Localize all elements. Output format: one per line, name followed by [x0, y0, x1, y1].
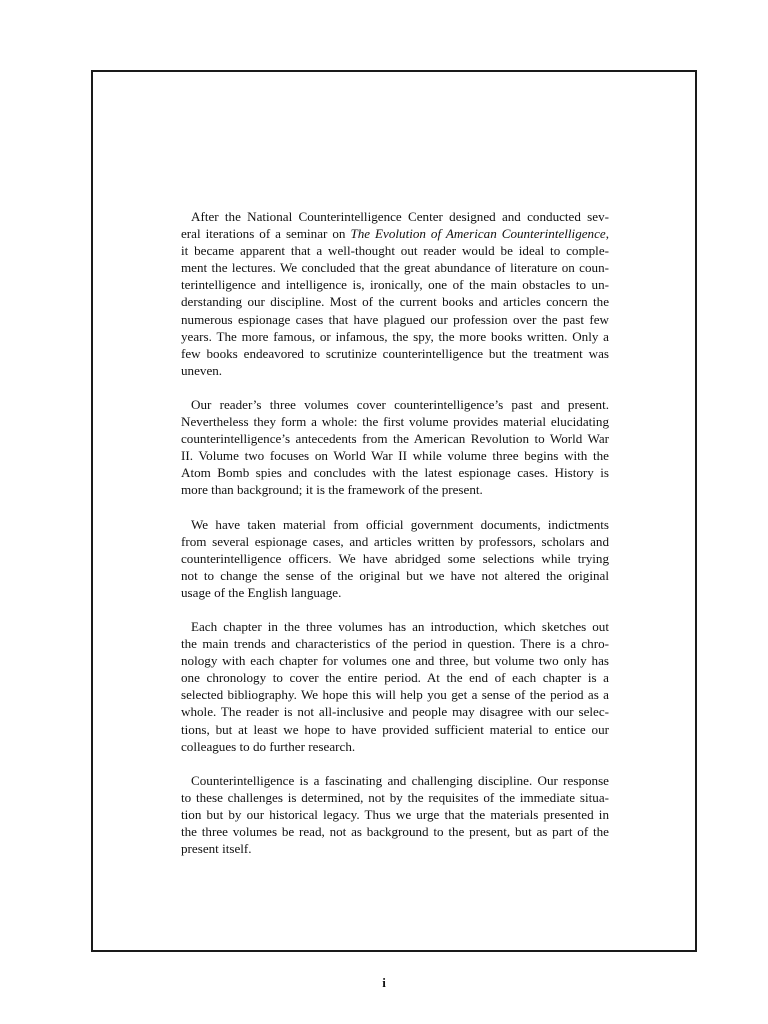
text-line: derstanding our discipline. Most of the current books and articles concern the — [181, 294, 609, 310]
text-line: usage of the English language. — [181, 584, 342, 600]
paragraph-3 — [181, 516, 609, 601]
text-line: selected bibliography. We hope this will help you get a sense of the period as a — [181, 687, 609, 703]
text-line: II. Volume two focuses on World War II while volume three begins with the — [181, 448, 609, 464]
paragraph-4 — [181, 618, 609, 755]
text-line: Each chapter in the three volumes has an introduction, which sketches out — [191, 618, 609, 634]
text-line: Nevertheless they form a whole: the first volume provides material elucidating — [181, 414, 609, 430]
text-line: not to change the sense of the original but we have not altered the original — [181, 567, 609, 583]
text-line: the three volumes be read, not as background to the present, but as part of the — [181, 824, 609, 839]
text-fragment: eral iterations of a seminar on — [181, 226, 351, 242]
text-line: present itself. — [181, 841, 252, 857]
text-line: terintelligence and intelligence is, ironically, one of the main obstacles to un- — [181, 277, 609, 293]
text-line: years. The more famous, or infamous, the spy, the more books written. Only a — [181, 328, 609, 344]
page-number: i — [382, 975, 386, 990]
text-line: After the National Counterintelligence Center designed and conducted sev- — [191, 209, 609, 224]
text-line: colleagues to do further research. — [181, 738, 356, 754]
paragraph-5 — [181, 772, 609, 857]
text-line: few books endeavored to scrutinize counterintelligence but the treatment was — [181, 345, 609, 361]
text-line: more than background; it is the framework of the present. — [181, 482, 483, 498]
text-line: Counterintelligence is a fascinating and challenging discipline. Our response — [191, 772, 609, 788]
text-line — [181, 225, 609, 242]
text-line: one chronology to cover the entire period. At the end of each chapter is a — [181, 670, 609, 686]
text-line: tions, but at least we hope to have provided sufficient material to entice our — [181, 721, 609, 737]
text-line: counterintelligence’s antecedents from the American Revolution to World War — [181, 431, 609, 447]
book-title: The Evolution of American Counterintelligence — [350, 226, 606, 242]
text-line: whole. The reader is not all-inclusive and people may disagree with our selec- — [181, 704, 609, 720]
text-line: We have taken material from official government documents, indictments — [191, 516, 609, 532]
text-line: tion but by our historical legacy. Thus we urge that the materials presented in — [181, 806, 609, 822]
text-line: uneven. — [181, 362, 223, 378]
paragraph-2 — [181, 396, 609, 499]
text-line: Atom Bomb spies and concludes with the latest espionage cases. History is — [181, 465, 609, 481]
text-line: ment the lectures. We concluded that the great abundance of literature on coun- — [181, 260, 609, 276]
paragraph-1 — [181, 208, 609, 379]
text-line: numerous espionage cases that have plagued our profession over the past few — [181, 311, 609, 327]
text-line: nology with each chapter for volumes one and three, but volume two only has — [181, 653, 609, 669]
text-line: the main trends and characteristics of the period in question. There is a chro- — [181, 636, 609, 652]
text-line: counterintelligence officers. We have abridged some selections while trying — [181, 550, 609, 566]
text-fragment: , — [605, 226, 609, 242]
text-line: from several espionage cases, and articles written by professors, scholars and — [181, 533, 609, 549]
body-text — [181, 208, 609, 874]
text-line: Our reader’s three volumes cover counterintelligence’s past and present. — [191, 396, 609, 412]
text-line: it became apparent that a well-thought out reader would be ideal to comple- — [181, 243, 609, 259]
text-line: to these challenges is determined, not by the requisites of the immediate situa- — [181, 789, 609, 805]
